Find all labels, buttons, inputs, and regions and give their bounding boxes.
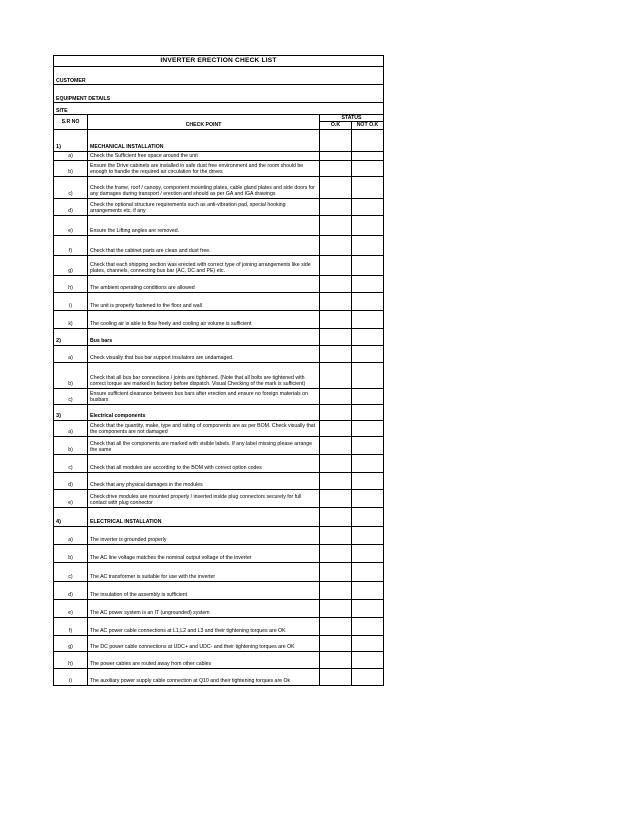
ok-status-cell[interactable]: [320, 581, 352, 599]
section-title: MECHANICAL INSTALLATION: [88, 129, 320, 151]
page-title: INVERTER ERECTION CHECK LIST: [54, 56, 384, 67]
ok-status-cell[interactable]: [320, 235, 352, 255]
ok-status-cell[interactable]: [320, 526, 352, 544]
checklist-row: [54, 617, 384, 635]
customer-label: CUSTOMER: [54, 67, 384, 85]
not-ok-status-cell[interactable]: [352, 436, 384, 454]
status-header: STATUS: [320, 115, 384, 122]
check-point-cell: Check that the quantity, make, type and rating of components are as per BOM. Check visually that the components are not damaged: [88, 420, 320, 436]
not-ok-status-cell[interactable]: [352, 581, 384, 599]
not-ok-status-cell[interactable]: [352, 489, 384, 507]
check-point-cell: The unit is properly fastened to the floor and wall: [88, 292, 320, 310]
check-point-cell: Check that all modules are according to the BOM with correct option codes: [88, 454, 320, 472]
checklist-row: [54, 472, 384, 489]
sr-no-cell: 2): [54, 328, 88, 345]
checklist-row: [54, 668, 384, 685]
check-point-cell: The AC transformer is suitable for use with the inverter: [88, 562, 320, 581]
sr-no-cell: e): [54, 215, 88, 235]
customer-row: [54, 67, 384, 85]
not-ok-status-cell[interactable]: [352, 454, 384, 472]
check-point-cell: The cooling air is able to flow freely and cooling air volume is sufficient: [88, 310, 320, 328]
sr-no-cell: c): [54, 562, 88, 581]
sr-no-cell: b): [54, 160, 88, 176]
sr-no-cell: b): [54, 544, 88, 562]
checklist-row: [54, 562, 384, 581]
ok-status-cell[interactable]: [320, 345, 352, 362]
checklist-row: [54, 420, 384, 436]
check-point-cell: The DC power cable connections at UDC+ and UDC- and their tightening torques are OK: [88, 635, 320, 651]
checklist-row: [54, 255, 384, 275]
not-ok-status-cell[interactable]: [352, 345, 384, 362]
sr-no-cell: i): [54, 292, 88, 310]
checklist-row: [54, 198, 384, 215]
ok-status-cell[interactable]: [320, 472, 352, 489]
checklist-row: [54, 388, 384, 404]
not-ok-status-cell[interactable]: [352, 362, 384, 388]
check-point-cell: Check that any physical damages in the modules: [88, 472, 320, 489]
ok-status-cell[interactable]: [320, 176, 352, 198]
sr-no-cell: e): [54, 489, 88, 507]
not-ok-status-cell[interactable]: [352, 255, 384, 275]
checklist-row: [54, 310, 384, 328]
check-point-cell: The AC power cable connections at L1,L2 and L3 and their tightening torques are OK: [88, 617, 320, 635]
title-row: [54, 56, 384, 67]
ok-status-cell[interactable]: [320, 215, 352, 235]
sr-no-cell: f): [54, 617, 88, 635]
not-ok-status-cell[interactable]: [352, 129, 384, 151]
section-row: [54, 507, 384, 526]
ok-status-cell[interactable]: [320, 328, 352, 345]
sr-no-cell: a): [54, 526, 88, 544]
check-point-cell: Check the Sufficient free space around the unit: [88, 151, 320, 160]
sr-no-cell: 1): [54, 129, 88, 151]
ok-status-cell[interactable]: [320, 255, 352, 275]
sr-no-cell: c): [54, 388, 88, 404]
check-point-cell: Check visually that bus bar support insulators are undamaged.: [88, 345, 320, 362]
not-ok-status-cell[interactable]: [352, 420, 384, 436]
sr-no-cell: h): [54, 651, 88, 668]
check-point-cell: Ensure the Lifting angles are removed.: [88, 215, 320, 235]
sr-no-cell: c): [54, 454, 88, 472]
checklist-row: [54, 581, 384, 599]
check-point-cell: The ambient operating conditions are allowed: [88, 275, 320, 292]
sr-no-cell: 3): [54, 404, 88, 420]
check-point-cell: The AC line voltage matches the nominal output voltage of the inverter: [88, 544, 320, 562]
not-ok-status-cell[interactable]: [352, 562, 384, 581]
sr-no-cell: f): [54, 235, 88, 255]
check-point-cell: Check that all bus bar connections / joints are tightened. (Note that all bolts are tightened with correct torque are marked in factory before dispatch. Visual Checking of the mark is sufficient): [88, 362, 320, 388]
site-label: SITE: [54, 103, 384, 115]
not-ok-status-cell[interactable]: [352, 599, 384, 617]
ok-status-cell[interactable]: [320, 562, 352, 581]
not-ok-status-cell[interactable]: [352, 275, 384, 292]
ok-status-cell[interactable]: [320, 404, 352, 420]
check-point-cell: The AC power system is an IT (ungrounded) system: [88, 599, 320, 617]
section-title: Bus bars: [88, 328, 320, 345]
sr-no-cell: d): [54, 198, 88, 215]
ok-status-cell[interactable]: [320, 198, 352, 215]
ok-status-cell[interactable]: [320, 310, 352, 328]
checklist-row: [54, 215, 384, 235]
checklist-row: [54, 599, 384, 617]
not-ok-status-cell[interactable]: [352, 404, 384, 420]
not-ok-status-cell[interactable]: [352, 388, 384, 404]
sr-no-cell: h): [54, 275, 88, 292]
not-ok-status-cell[interactable]: [352, 160, 384, 176]
check-point-cell: The auxiliary power supply cable connection at Q10 and their tightening torques are Ok: [88, 668, 320, 685]
not-ok-status-cell[interactable]: [352, 292, 384, 310]
not-ok-status-cell[interactable]: [352, 235, 384, 255]
check-point-cell: Check the frame, roof / canopy, component mounting plates, cable gland plates and side doors for any damages during transport / erection and should as per GA and IGA drawings: [88, 176, 320, 198]
section-row: [54, 129, 384, 151]
not-ok-status-cell[interactable]: [352, 668, 384, 685]
ok-status-cell[interactable]: [320, 489, 352, 507]
sr-no-header: S.R NO: [54, 115, 88, 130]
checklist-row: [54, 345, 384, 362]
check-point-cell: Check that all the components are marked with visible labels. If any label missing please arrange the same: [88, 436, 320, 454]
checklist-row: [54, 544, 384, 562]
ok-status-cell[interactable]: [320, 436, 352, 454]
ok-status-cell[interactable]: [320, 668, 352, 685]
check-point-cell: Ensure the Drive cabinets are installed in safe dust free environment and the room should be enough to handle the required air circulation for the drives: [88, 160, 320, 176]
ok-status-cell[interactable]: [320, 420, 352, 436]
ok-status-cell[interactable]: [320, 160, 352, 176]
sr-no-cell: e): [54, 599, 88, 617]
checklist-row: [54, 454, 384, 472]
ok-status-cell[interactable]: [320, 129, 352, 151]
ok-status-cell[interactable]: [320, 544, 352, 562]
ok-status-cell[interactable]: [320, 635, 352, 651]
equipment-details-label: EQUIPMENT DETAILS: [54, 85, 384, 103]
check-point-cell: Check drive modules are mounted properly / inserted inside plug connectors securely for full contact with plug connector: [88, 489, 320, 507]
sr-no-cell: a): [54, 151, 88, 160]
ok-status-cell[interactable]: [320, 651, 352, 668]
not-ok-status-cell[interactable]: [352, 472, 384, 489]
not-ok-status-cell[interactable]: [352, 151, 384, 160]
not-ok-status-cell[interactable]: [352, 215, 384, 235]
section-title: ELECTRICAL INSTALLATION: [88, 507, 320, 526]
checklist-row: [54, 526, 384, 544]
ok-status-cell[interactable]: [320, 388, 352, 404]
checklist-row: [54, 176, 384, 198]
not-ok-status-cell[interactable]: [352, 526, 384, 544]
not-ok-status-cell[interactable]: [352, 617, 384, 635]
ok-status-cell[interactable]: [320, 507, 352, 526]
checklist-row: [54, 436, 384, 454]
site-row: [54, 103, 384, 115]
equipment-details-row: [54, 85, 384, 103]
not-ok-status-cell[interactable]: [352, 544, 384, 562]
not-ok-status-cell[interactable]: [352, 328, 384, 345]
checklist-row: [54, 151, 384, 160]
not-ok-header: NOT O.K: [352, 122, 384, 129]
not-ok-status-cell[interactable]: [352, 176, 384, 198]
ok-status-cell[interactable]: [320, 599, 352, 617]
sr-no-cell: a): [54, 420, 88, 436]
not-ok-status-cell[interactable]: [352, 635, 384, 651]
check-point-cell: Ensure sufficient clearance between bus bars after erection and ensure no foreign materials on busbars: [88, 388, 320, 404]
sr-no-cell: b): [54, 362, 88, 388]
check-point-cell: The inverter is grounded properly: [88, 526, 320, 544]
checklist-row: [54, 160, 384, 176]
checklist-row: [54, 275, 384, 292]
section-title: Electrical components: [88, 404, 320, 420]
checklist-row: [54, 292, 384, 310]
sr-no-cell: i): [54, 668, 88, 685]
check-point-cell: Check that the cabinet parts are clean and dust free.: [88, 235, 320, 255]
checklist-row: [54, 235, 384, 255]
not-ok-status-cell[interactable]: [352, 198, 384, 215]
sr-no-cell: k): [54, 310, 88, 328]
check-point-cell: The power cables are routed away from other cables: [88, 651, 320, 668]
check-point-cell: The insulation of the assembly is sufficient: [88, 581, 320, 599]
sr-no-cell: a): [54, 345, 88, 362]
checklist-row: [54, 635, 384, 651]
check-point-cell: Check the optional structure requirements such as anti-vibration pad, special hooking arrangements etc. if any: [88, 198, 320, 215]
section-row: [54, 328, 384, 345]
header-row-status: [54, 115, 384, 122]
sr-no-cell: d): [54, 581, 88, 599]
check-point-cell: Check that each shipping section was erected with correct type of joining arrangements like side plates, channels, connecting bus bar (AC, DC and PE) etc.: [88, 255, 320, 275]
ok-header: O.K: [320, 122, 352, 129]
not-ok-status-cell[interactable]: [352, 651, 384, 668]
sr-no-cell: b): [54, 436, 88, 454]
checklist-row: [54, 362, 384, 388]
checklist-table: [53, 55, 384, 686]
ok-status-cell[interactable]: [320, 617, 352, 635]
section-row: [54, 404, 384, 420]
not-ok-status-cell[interactable]: [352, 507, 384, 526]
ok-status-cell[interactable]: [320, 151, 352, 160]
sr-no-cell: c): [54, 176, 88, 198]
checklist-row: [54, 489, 384, 507]
sr-no-cell: g): [54, 635, 88, 651]
sr-no-cell: 4): [54, 507, 88, 526]
not-ok-status-cell[interactable]: [352, 310, 384, 328]
sr-no-cell: g): [54, 255, 88, 275]
ok-status-cell[interactable]: [320, 292, 352, 310]
sr-no-cell: d): [54, 472, 88, 489]
ok-status-cell[interactable]: [320, 362, 352, 388]
ok-status-cell[interactable]: [320, 275, 352, 292]
check-point-header: CHECK POINT: [88, 115, 320, 130]
ok-status-cell[interactable]: [320, 454, 352, 472]
checklist-row: [54, 651, 384, 668]
